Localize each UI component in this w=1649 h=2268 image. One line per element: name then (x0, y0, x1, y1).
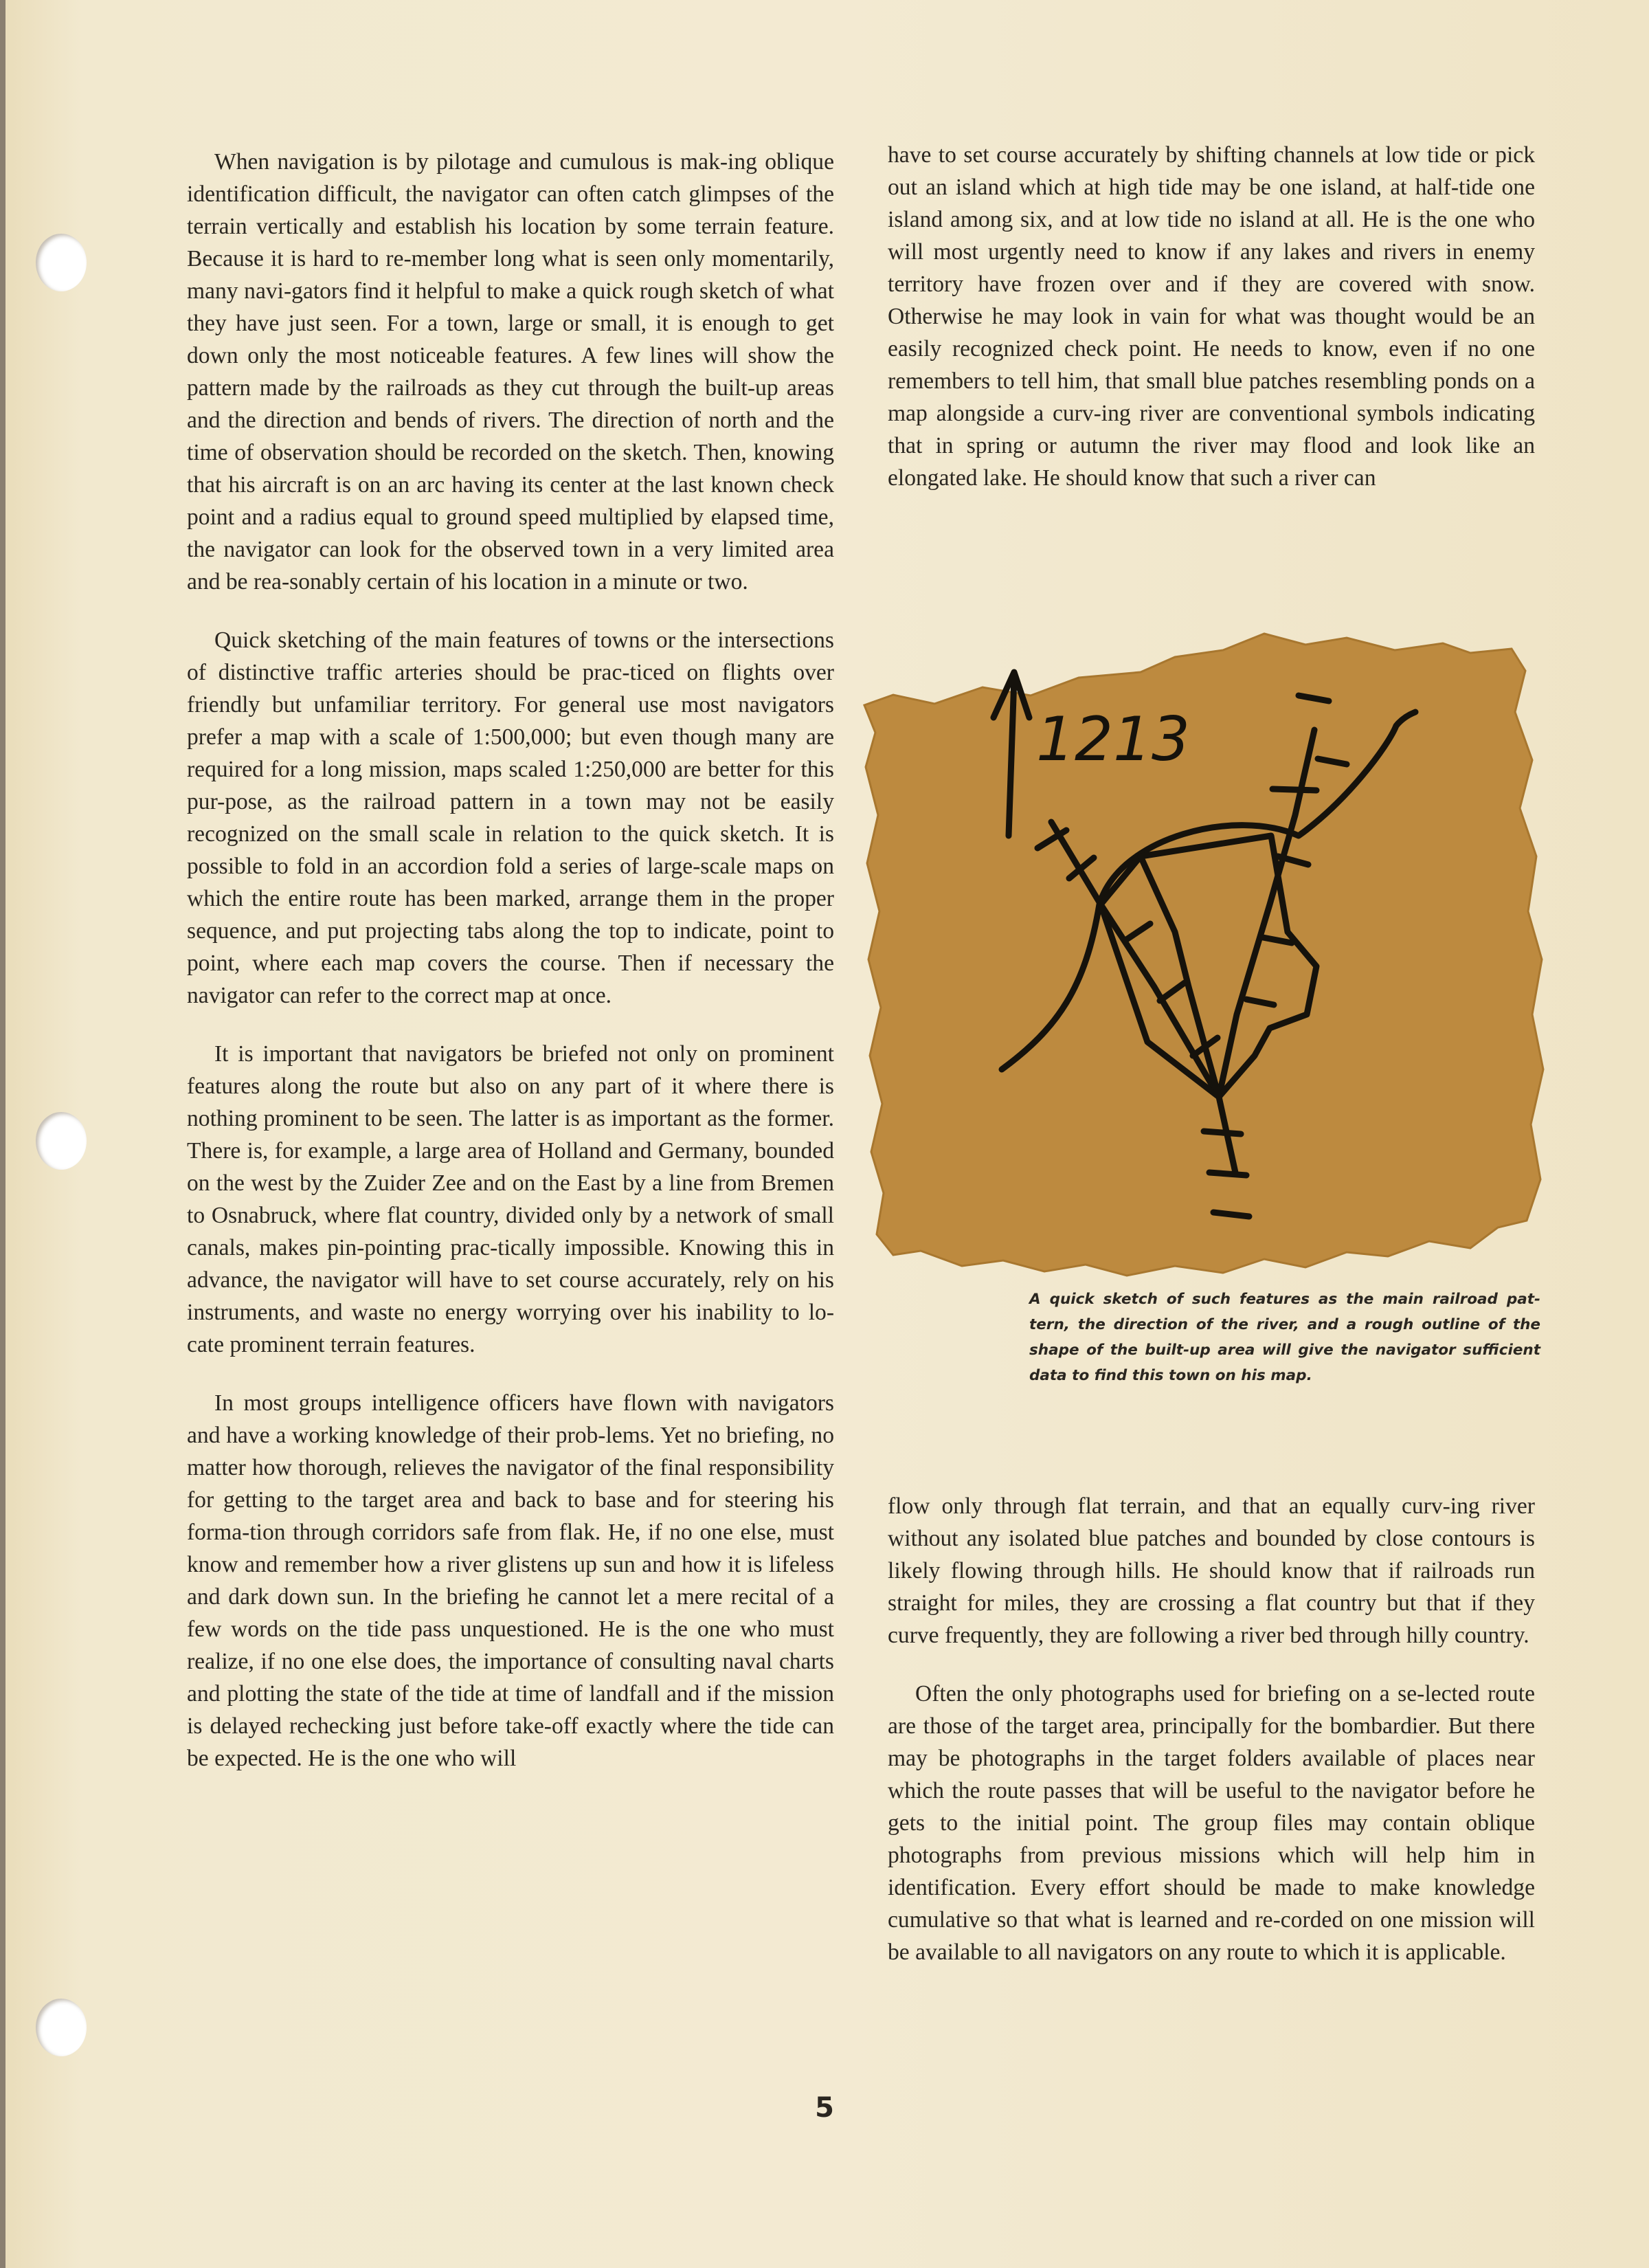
paragraph-featureless-areas: It is important that navigators be briefed not only on prominent features along the route but also on any part of it where there is nothing prominent to be seen. The latter is as important as the former. There is, for example, a large area of Holland and Germany, bounded on the west by the Zuider Zee and on the East by a line from Bremen to Osnabruck, where flat country, divided only by a network of small canals, makes pin-pointing prac-tically impossible. Knowing this in advance, the navigator will have to set course accurately, rely on his instruments, and waste no energy worrying over his inability to lo-cate prominent terrain features. (187, 1041, 834, 1357)
binder-hole-top (36, 234, 87, 291)
kraft-paper-sheet (864, 634, 1543, 1276)
figure-caption: A quick sketch of such features as the main railroad pat-tern, the direction of the river, and a rough outline of the shape of the built-up area will give the navigator sufficient data to find this town on his map. (1029, 1291, 1540, 1384)
sketch-time-label: 1213 (1036, 704, 1190, 775)
page-edge (0, 0, 5, 2268)
paragraph-terrain-reading: flow only through flat terrain, and that an equally curv-ing river without any isolated blue patches and bounded by close contours is likely flowing through hills. He should know that if railroads run straight for miles, they are crossing a flat country but that if they curve frequently, they are following a river bed through hilly country. (888, 1493, 1535, 1648)
right-column-bottom (888, 1490, 1535, 1968)
page-number: 5 (815, 2092, 834, 2124)
paragraph-map-scales: Quick sketching of the main features of towns or the intersections of distinctive traffic arteries should be prac-ticed on flights over friendly but unfamiliar territory. For general use most navigators prefer a map with a scale of 1:500,000; but even though many are required for a long mission, maps scaled 1:250,000 are better for this pur-pose, as the railroad pattern in a town may not be easily recognized on the small scale in relation to the quick sketch. It is possible to fold in an accordion fold a series of large-scale maps on which the entire route has been marked, arrange them in the proper sequence, and put projecting tabs along the top to indicate, point to point, where each map covers the course. Then if necessary the navigator can refer to the correct map at once. (187, 627, 834, 1008)
right-column-top (888, 139, 1535, 494)
paragraph-sketching-town: When navigation is by pilotage and cumulous is mak-ing oblique identification difficult, the navigator can often catch glimpses of the terrain vertically and establish his location by some terrain feature. Because it is hard to re-member long what is seen only momentarily, many navi-gators find it helpful to make a quick rough sketch of what they have just seen. For a town, large or small, it is enough to get down only the most noticeable features. A few lines will show the pattern made by the railroads as they cut through the built-up areas and the direction and bends of rivers. The direction of north and the time of observation should be recorded on the sketch. Then, knowing that his aircraft is on an arc having its center at the last known check point and a radius equal to ground speed multiplied by elapsed time, the navigator can look for the observed town in a very limited area and be rea-sonably certain of his location in a minute or two. (187, 149, 834, 594)
paragraph-intelligence-briefing: In most groups intelligence officers have flown with navigators and have a working knowledge of their prob-lems. Yet no briefing, no matter how thorough, relieves the navigator of the final responsibility for getting to the target area and back to base and for steering his forma-tion through corridors safe from flak. He, if no one else, must know and remember how a river glistens up sun and how it is lifeless and dark down sun. In the briefing he cannot let a mere recital of a few words on the tide pass unquestioned. He is the one who must realize, if no one else does, the importance of consulting naval charts and plotting the state of the tide at time of landfall and if the mission is delayed rechecking just before take-off exactly where the tide can be expected. He is the one who will (187, 1390, 834, 1771)
paragraph-photographs: Often the only photographs used for briefing on a se-lected route are those of the target area, principally for the bombardier. But there may be photographs in the target folders available of places near which the route passes that will be useful to the navigator before he gets to the initial point. The group files may contain oblique photographs from previous missions which will help him in identification. Every effort should be made to make knowledge cumulative so that what is learned and re-corded on one mission will be available to all navigators on any route to which it is applicable. (888, 1681, 1535, 1965)
left-column (187, 146, 834, 1775)
binder-hole-bottom (36, 1999, 87, 2056)
town-sketch-figure (852, 630, 1546, 1280)
binder-hole-middle (36, 1112, 87, 1170)
paragraph-tide-and-rivers: have to set course accurately by shifting channels at low tide or pick out an island which at high tide may be one island, at half-tide one island among six, and at low tide no island at all. He is the one who will most urgently need to know if any lakes and rivers in enemy territory have frozen over and if they are covered with snow. Otherwise he may look in vain for what was thought would be an easily recognized check point. He needs to know, even if no one remembers to tell him, that small blue patches resembling ponds on a map alongside a curv-ing river are conventional symbols indicating that in spring or autumn the river may flood and look like an elongated lake. He should know that such a river can (888, 142, 1535, 491)
